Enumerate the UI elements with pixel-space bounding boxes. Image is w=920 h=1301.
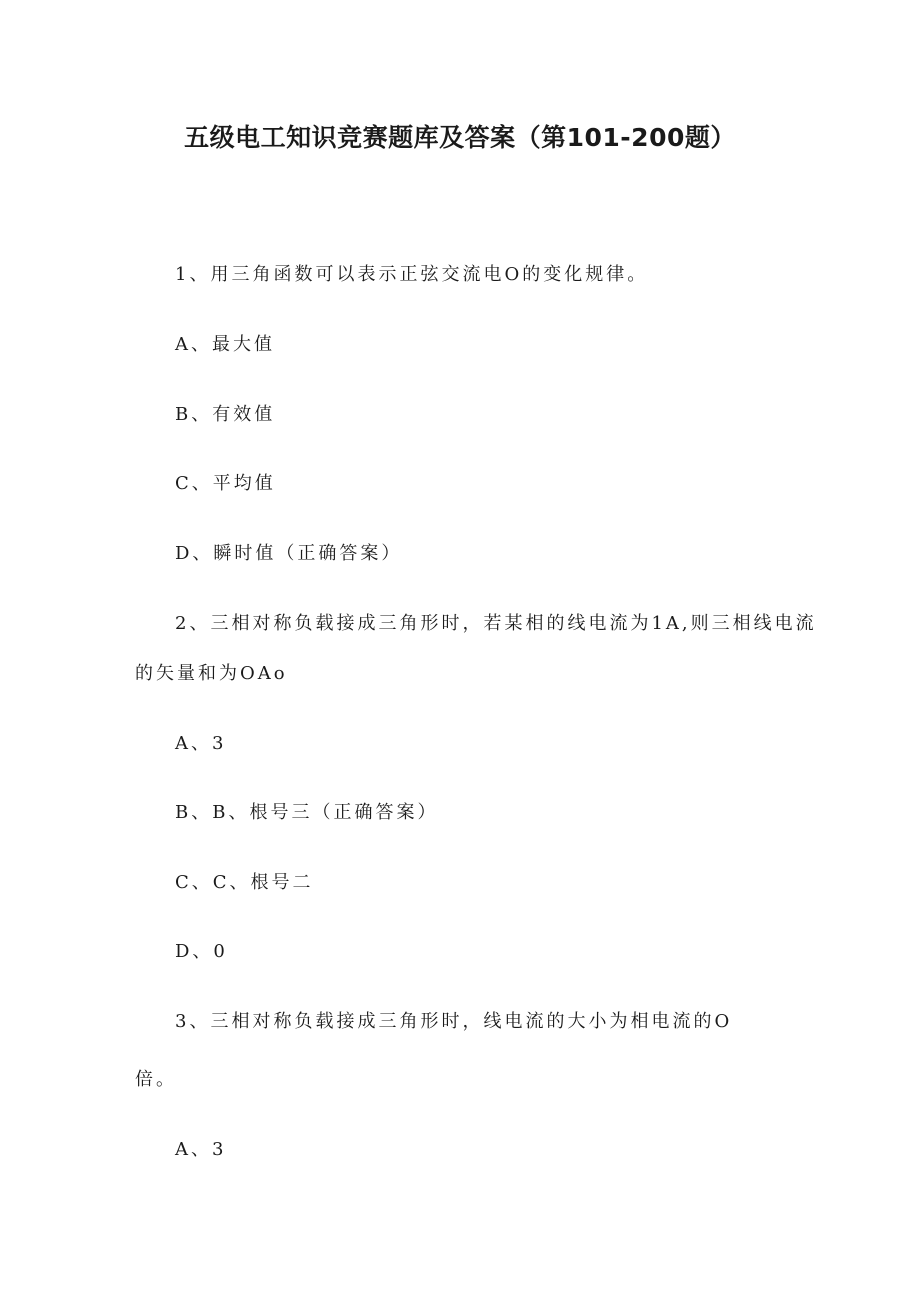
question-1-option-c: C、平均值 [175, 473, 276, 494]
question-3-text-continuation: 倍。 [135, 1069, 177, 1090]
question-2-option-d: D、0 [175, 941, 228, 962]
question-1-option-b: B、有效值 [175, 404, 276, 425]
document-title: 五级电工知识竞赛题库及答案（第101-200题） [184, 123, 736, 152]
question-2-option-c: C、C、根号二 [175, 872, 314, 893]
question-2-option-b: B、B、根号三（正确答案） [175, 802, 439, 823]
question-2-text: 2、三相对称负载接成三角形时，若某相的线电流为1A,则三相线电流 [175, 613, 817, 634]
question-3-text: 3、三相对称负载接成三角形时，线电流的大小为相电流的O [175, 1011, 733, 1032]
question-1-text: 1、用三角函数可以表示正弦交流电O的变化规律。 [175, 264, 649, 285]
question-2-text-continuation: 的矢量和为OAo [135, 663, 288, 684]
question-2-option-a: A、3 [175, 733, 227, 754]
question-3-option-a: A、3 [175, 1139, 227, 1160]
question-1-option-a: A、最大值 [175, 334, 275, 355]
question-1-option-d: D、瞬时值（正确答案） [175, 543, 403, 564]
